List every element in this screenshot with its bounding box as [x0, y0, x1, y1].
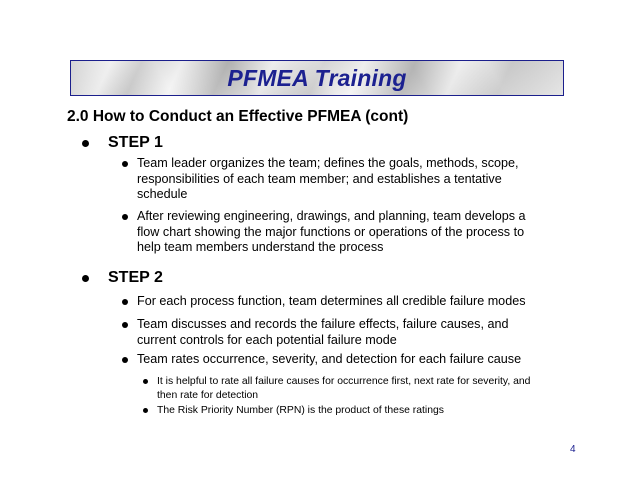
list-item	[122, 317, 542, 348]
list-item	[122, 352, 542, 368]
list-item	[122, 209, 542, 256]
bullet-icon	[122, 161, 128, 167]
list-item-text: Team leader organizes the team; defines the goals, methods, scope, responsibilities of each team member; and establishes a tentative schedule	[137, 156, 519, 201]
title-banner	[70, 60, 564, 96]
list-item-text: After reviewing engineering, drawings, and planning, team develops a flow chart showing the major functions or operations of the process to help team members understand the process	[137, 209, 526, 254]
sub-list-item	[143, 404, 553, 418]
step-1-bullet	[82, 134, 163, 152]
list-item	[122, 156, 542, 203]
slide-title: PFMEA Training	[227, 64, 407, 91]
list-item	[122, 294, 542, 310]
sub-list-item-text: The Risk Priority Number (RPN) is the product of these ratings	[157, 405, 444, 416]
bullet-icon	[122, 357, 128, 363]
sub-list-item	[143, 375, 553, 402]
bullet-icon	[122, 214, 128, 220]
bullet-icon	[122, 299, 128, 305]
bullet-icon	[122, 322, 128, 328]
list-item-text: Team rates occurrence, severity, and detection for each failure cause	[137, 352, 522, 366]
list-item-text: Team discusses and records the failure effects, failure causes, and current controls for each potential failure mode	[137, 317, 509, 347]
sub-list-item-text: It is helpful to rate all failure causes for occurrence first, next rate for severity, and then rate for detection	[157, 376, 531, 401]
list-item-text: For each process function, team determines all credible failure modes	[137, 294, 526, 308]
step-2-bullet	[82, 269, 163, 287]
bullet-icon	[82, 275, 89, 282]
bullet-icon	[82, 140, 89, 147]
step-heading: STEP 1	[108, 134, 163, 151]
page-number: 4	[570, 444, 576, 455]
section-heading: 2.0 How to Conduct an Effective PFMEA (cont)	[67, 108, 409, 125]
bullet-icon	[143, 379, 148, 384]
bullet-icon	[143, 408, 148, 413]
step-heading: STEP 2	[108, 269, 163, 286]
